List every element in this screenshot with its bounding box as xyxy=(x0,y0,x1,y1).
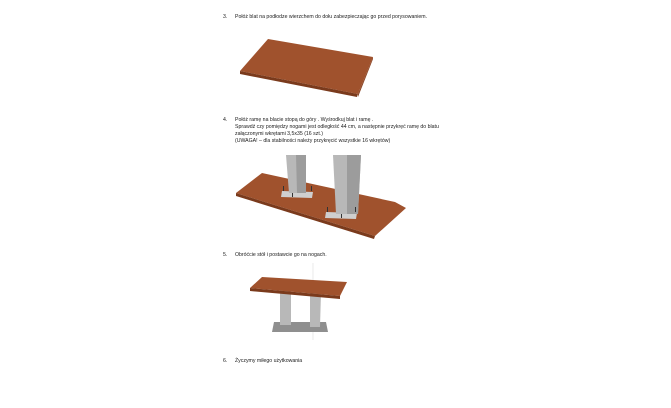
step-number: 5. xyxy=(223,252,228,258)
leg xyxy=(310,292,321,327)
step-number: 4. xyxy=(223,117,228,123)
step-text: załączonymi wkrętami 3,5x35 (16 szt.) xyxy=(235,131,323,137)
step-text: Obróćcie stół i postawcie go na nogach. xyxy=(235,252,327,258)
step-text: Życzymy miłego użytkowania xyxy=(235,358,303,364)
step-number: 6. xyxy=(223,358,228,364)
leg xyxy=(280,290,291,325)
step-text: Połóż ramę na blacie stopą do góry . Wyśrodkuj blat i ramę . xyxy=(235,117,374,123)
step-number: 3. xyxy=(223,14,228,20)
step-text: Połóż blat na podłodze wierzchem do dołu zabezpieczając go przed porysowaniem. xyxy=(235,14,428,20)
step-6 xyxy=(223,358,302,365)
step-text: Sprawdź czy pomiędzy nogami jest odległość 44 cm, a następnie przykręć ramę do blatu xyxy=(235,124,439,130)
step-text: (UWAGA! – dla stabilności należy przykręcić wszystkie 16 wkrętów) xyxy=(235,138,391,144)
